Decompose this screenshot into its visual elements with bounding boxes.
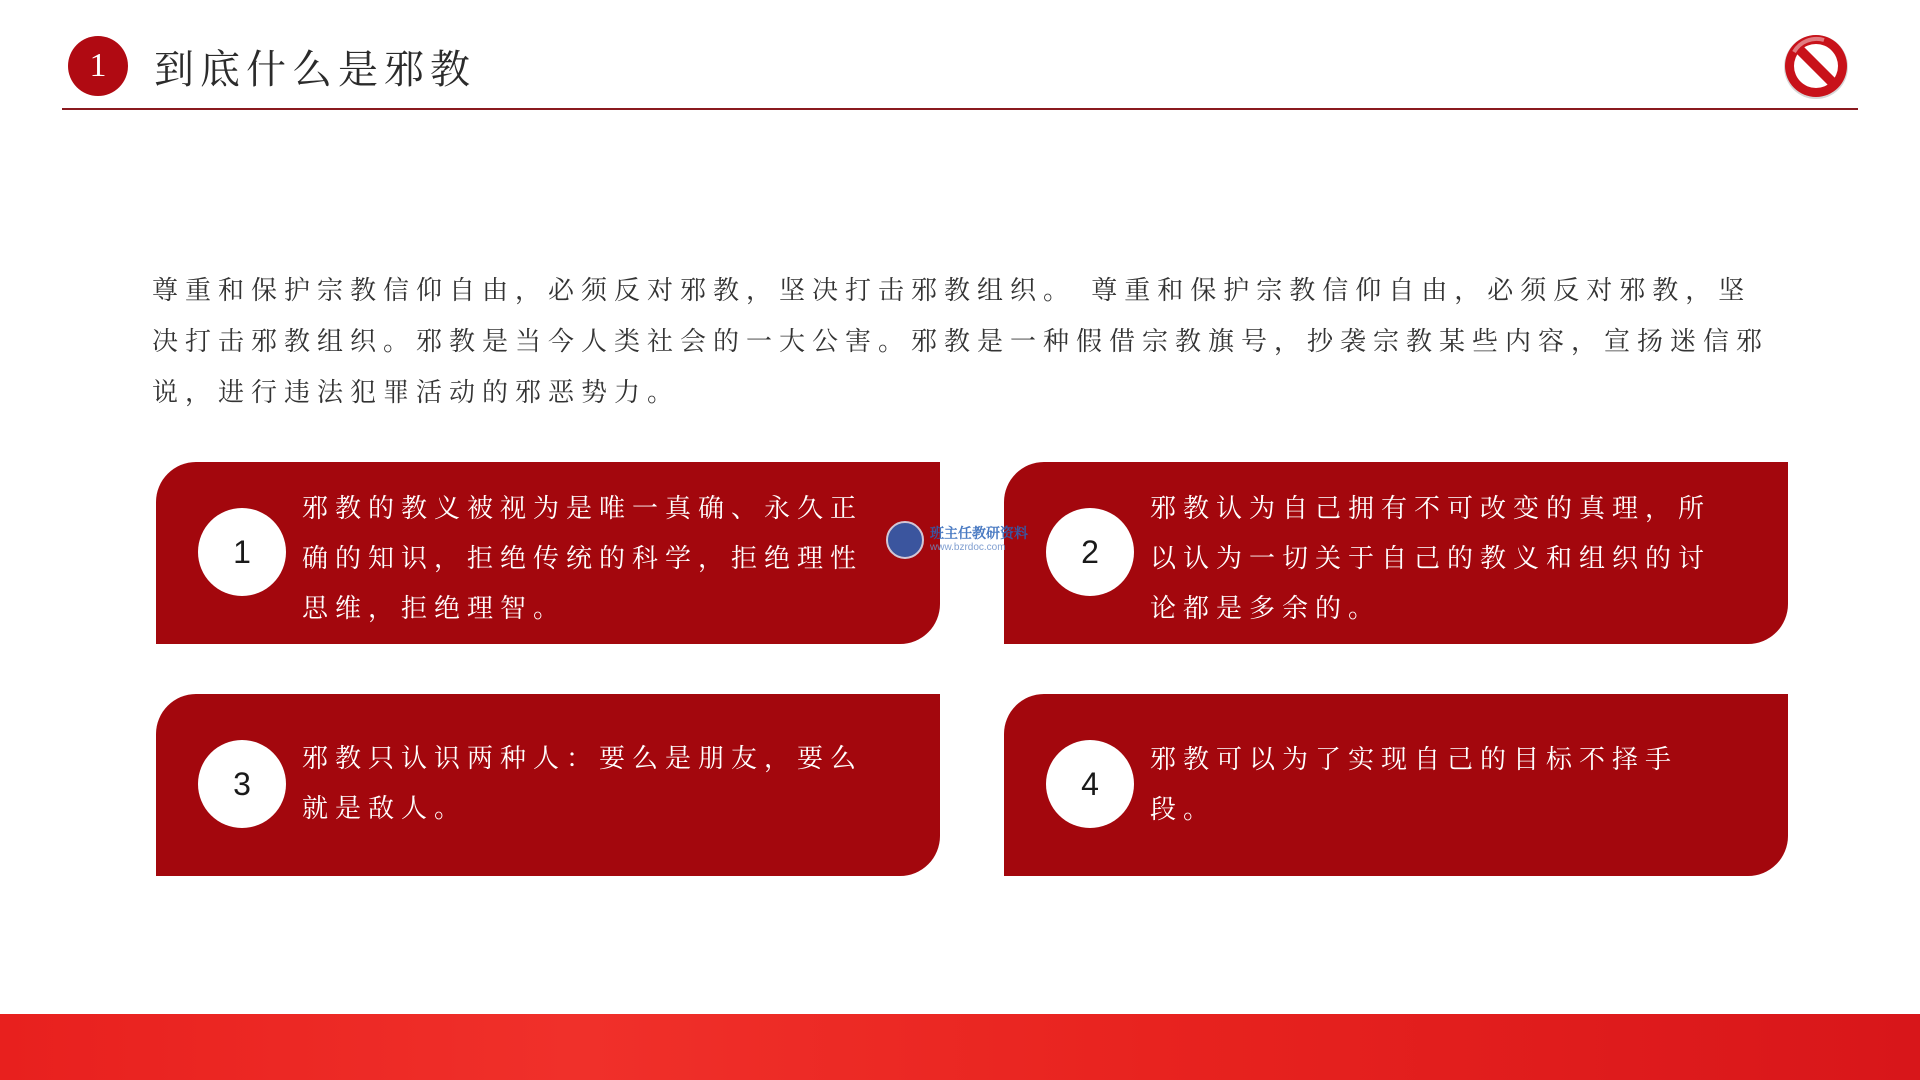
point-text: 邪教的教义被视为是唯一真确、永久正确的知识，拒绝传统的科学，拒绝理性思维，拒绝理智。 [302, 494, 864, 624]
header-divider [62, 108, 1858, 110]
watermark-emblem-icon [886, 521, 924, 559]
watermark-url: www.bzrdoc.com [930, 542, 1006, 553]
point-card-2 [1004, 462, 1788, 644]
point-text: 邪教可以为了实现自己的目标不择手段。 [1150, 745, 1679, 825]
watermark-text: 班主任教研资料 [930, 526, 1028, 542]
bottom-decorative-band [0, 1014, 1920, 1080]
point-number-circle: 3 [198, 740, 286, 828]
watermark-logo [886, 522, 1036, 558]
slide-header [62, 26, 1858, 110]
page-title: 到底什么是邪教 [154, 47, 476, 93]
point-card-4 [1004, 694, 1788, 876]
intro-paragraph: 尊重和保护宗教信仰自由，必须反对邪教，坚决打击邪教组织。 尊重和保护宗教信仰自由，必须反对邪教，坚决打击邪教组织。邪教是当今人类社会的一大公害。邪教是一种假借宗教旗号，抄袭宗教某些内容，宣扬迷信邪说，进行违法犯罪活动的邪恶势力。 [152, 276, 1770, 408]
section-number-badge: 1 [68, 36, 128, 96]
point-text: 邪教只认识两种人：要么是朋友，要么就是敌人。 [302, 744, 864, 824]
point-text: 邪教认为自己拥有不可改变的真理，所以认为一切关于自己的教义和组织的讨论都是多余的。 [1150, 494, 1712, 624]
point-number-circle: 2 [1046, 508, 1134, 596]
point-number-circle: 1 [198, 508, 286, 596]
point-number-circle: 4 [1046, 740, 1134, 828]
point-card-1 [156, 462, 940, 644]
prohibited-icon [1780, 30, 1852, 102]
point-card-3 [156, 694, 940, 876]
